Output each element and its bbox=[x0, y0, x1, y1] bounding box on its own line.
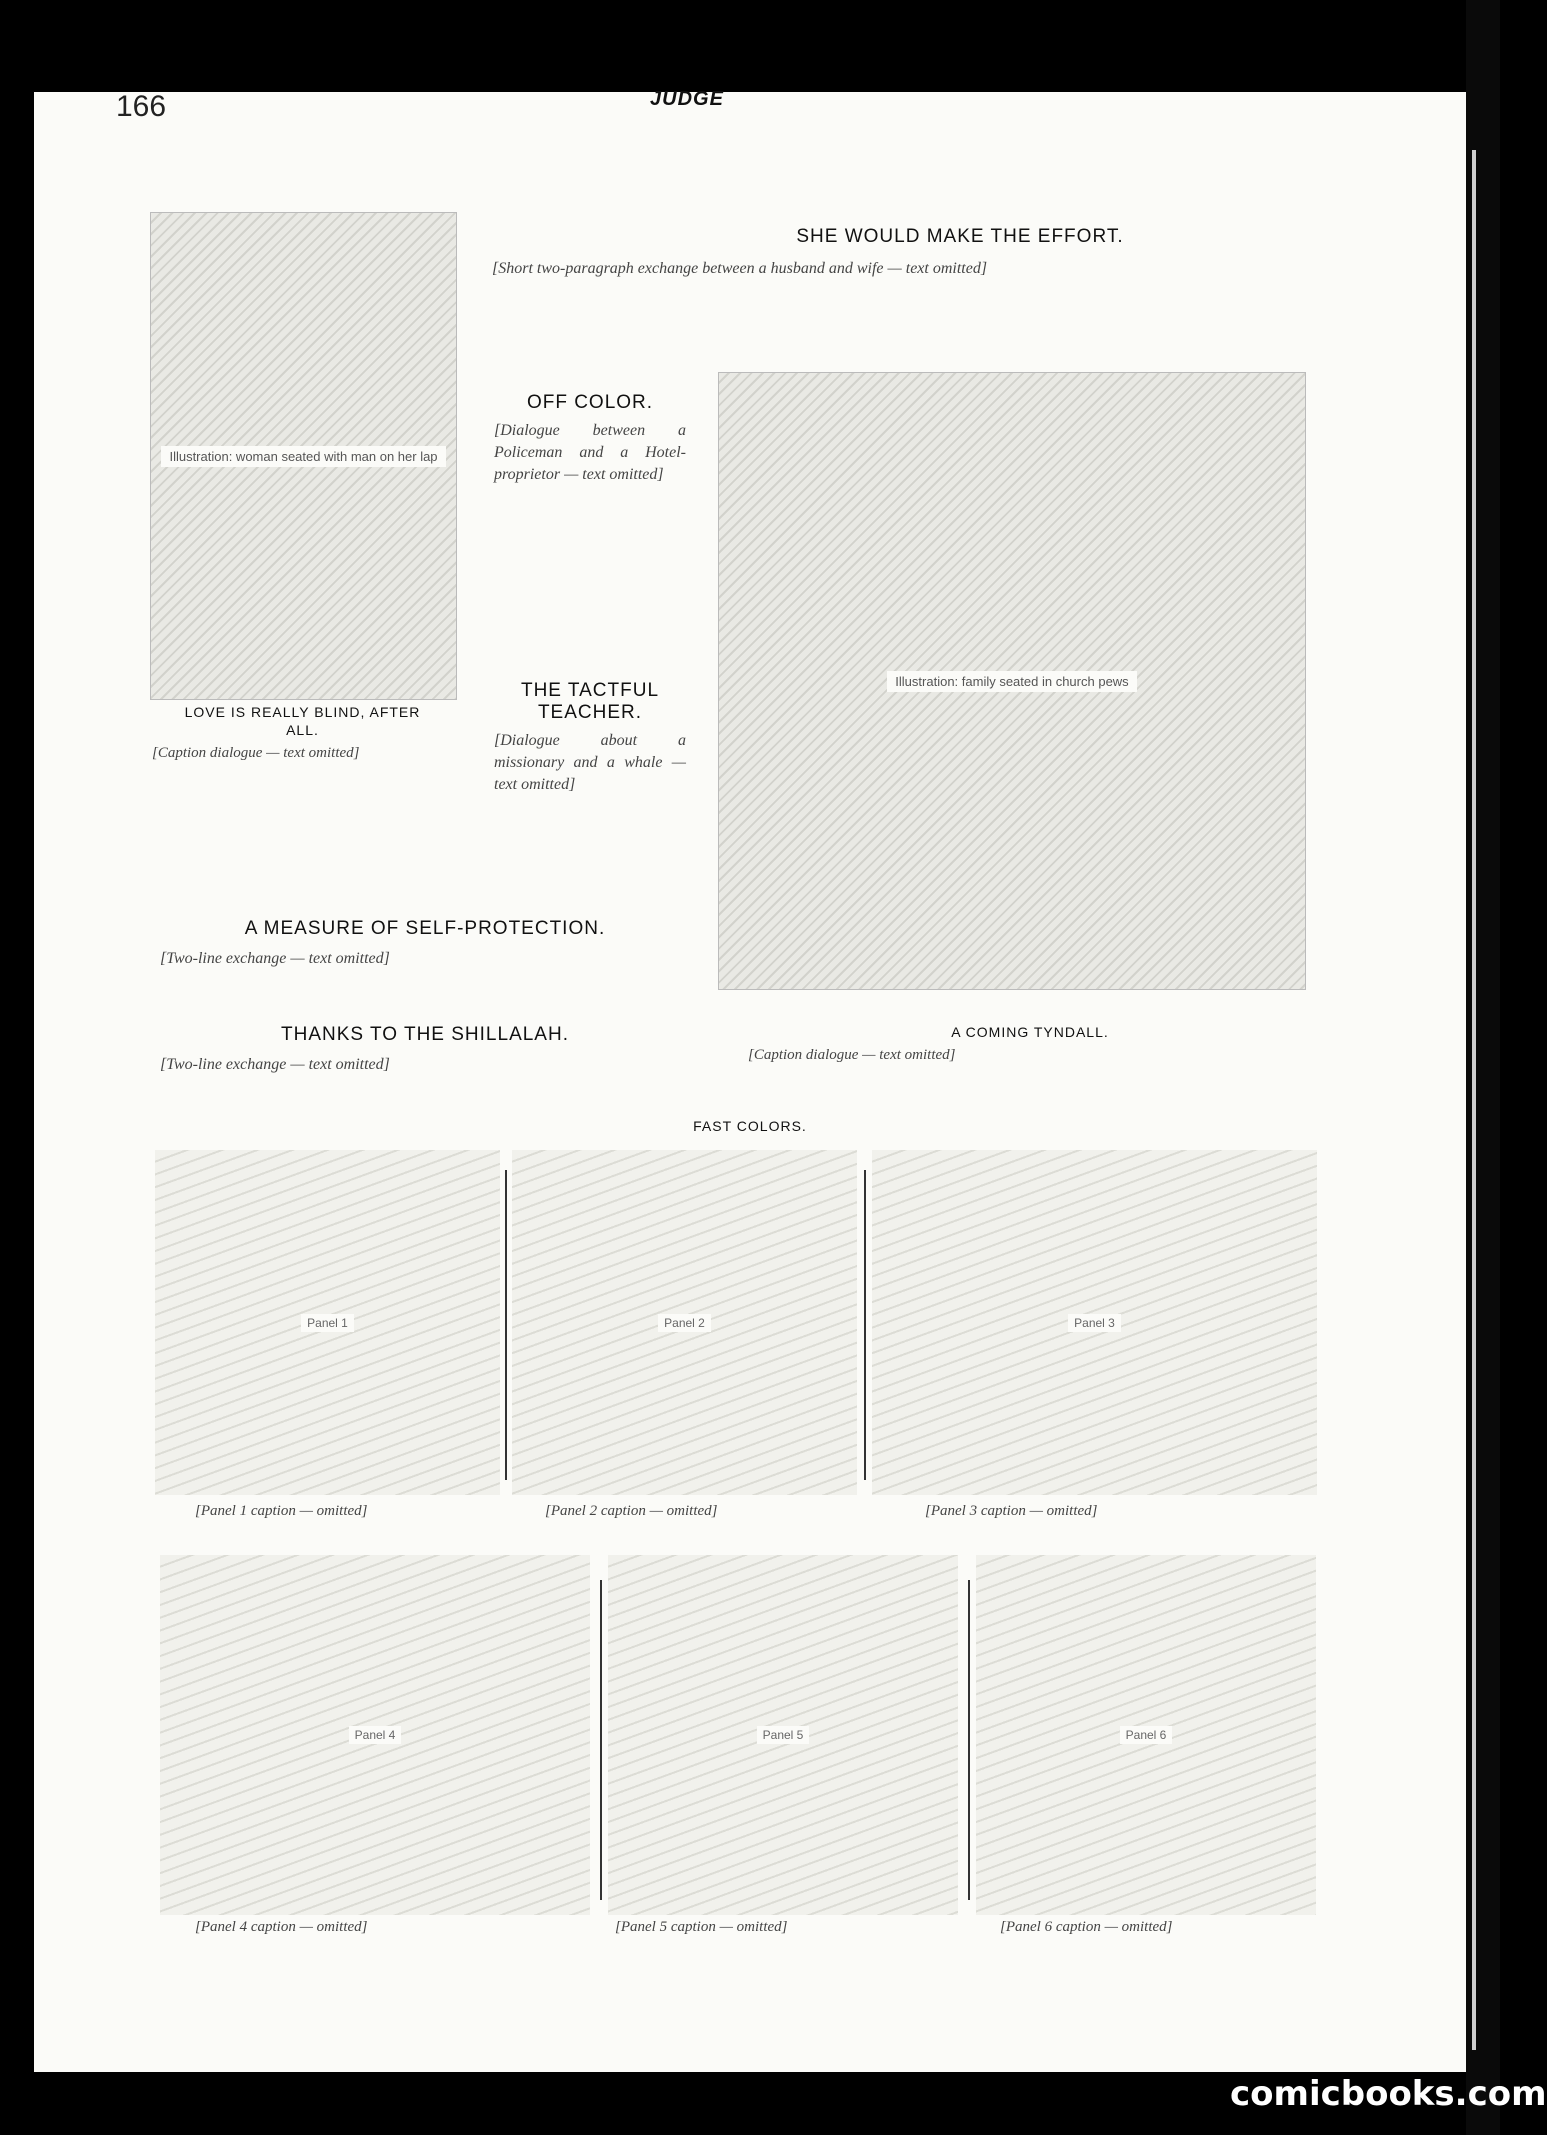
article-title-self-protection: A MEASURE OF SELF-PROTECTION. bbox=[244, 918, 606, 939]
panel-divider bbox=[600, 1580, 602, 1900]
article-title-tactful-2: TEACHER. bbox=[537, 702, 643, 723]
illustration-title-love-blind-2: ALL. bbox=[286, 722, 319, 738]
panel-divider bbox=[864, 1170, 866, 1480]
article-title-effort: SHE WOULD MAKE THE EFFORT. bbox=[796, 226, 1124, 247]
site-watermark: comicbooks.com bbox=[1230, 2074, 1547, 2114]
page-edge-rule bbox=[1472, 150, 1476, 2050]
strip-caption-2: [Panel 2 caption — omitted] bbox=[545, 1503, 718, 1519]
strip-panel-6: Panel 6 bbox=[976, 1555, 1316, 1915]
article-body-tactful: [Dialogue about a missionary and a whale — text omitted] bbox=[494, 732, 686, 793]
article-title-off-color: OFF COLOR. bbox=[526, 392, 654, 413]
strip-caption-1: [Panel 1 caption — omitted] bbox=[195, 1503, 368, 1519]
strip-panel-4: Panel 4 bbox=[160, 1555, 590, 1915]
strip-caption-6: [Panel 6 caption — omitted] bbox=[1000, 1919, 1173, 1935]
panel-divider bbox=[968, 1580, 970, 1900]
illustration-coming-tyndall: Illustration: family seated in church pews bbox=[718, 372, 1306, 990]
article-title-shillalah: THANKS TO THE SHILLALAH. bbox=[281, 1024, 569, 1045]
strip-panel-3: Panel 3 bbox=[872, 1150, 1317, 1495]
illustration-caption-love-blind: [Caption dialogue — text omitted] bbox=[152, 745, 360, 761]
strip-title: FAST COLORS. bbox=[693, 1118, 807, 1134]
illustration-caption-coming-tyndall: [Caption dialogue — text omitted] bbox=[748, 1047, 956, 1063]
illustration-title-love-blind-1: LOVE IS REALLY BLIND, AFTER bbox=[184, 704, 421, 720]
article-body-self-protection: [Two-line exchange — text omitted] bbox=[160, 950, 390, 967]
article-body-effort: [Short two-paragraph exchange between a husband and wife — text omitted] bbox=[492, 260, 988, 277]
article-title-tactful-1: THE TACTFUL bbox=[520, 680, 660, 701]
page-number: 166 bbox=[116, 90, 167, 123]
illustration-title-coming-tyndall: A COMING TYNDALL. bbox=[951, 1024, 1109, 1040]
strip-caption-3: [Panel 3 caption — omitted] bbox=[925, 1503, 1098, 1519]
illustration-love-blind: Illustration: woman seated with man on her lap bbox=[150, 212, 457, 700]
strip-panel-5: Panel 5 bbox=[608, 1555, 958, 1915]
strip-panel-1: Panel 1 bbox=[155, 1150, 500, 1495]
strip-panel-2: Panel 2 bbox=[512, 1150, 857, 1495]
article-body-shillalah: [Two-line exchange — text omitted] bbox=[160, 1056, 390, 1073]
strip-caption-4: [Panel 4 caption — omitted] bbox=[195, 1919, 368, 1935]
strip-caption-5: [Panel 5 caption — omitted] bbox=[615, 1919, 788, 1935]
article-body-off-color: [Dialogue between a Policeman and a Hotel-proprietor — text omitted] bbox=[494, 422, 686, 483]
panel-divider bbox=[505, 1170, 507, 1480]
masthead: JUDGE bbox=[650, 88, 724, 110]
